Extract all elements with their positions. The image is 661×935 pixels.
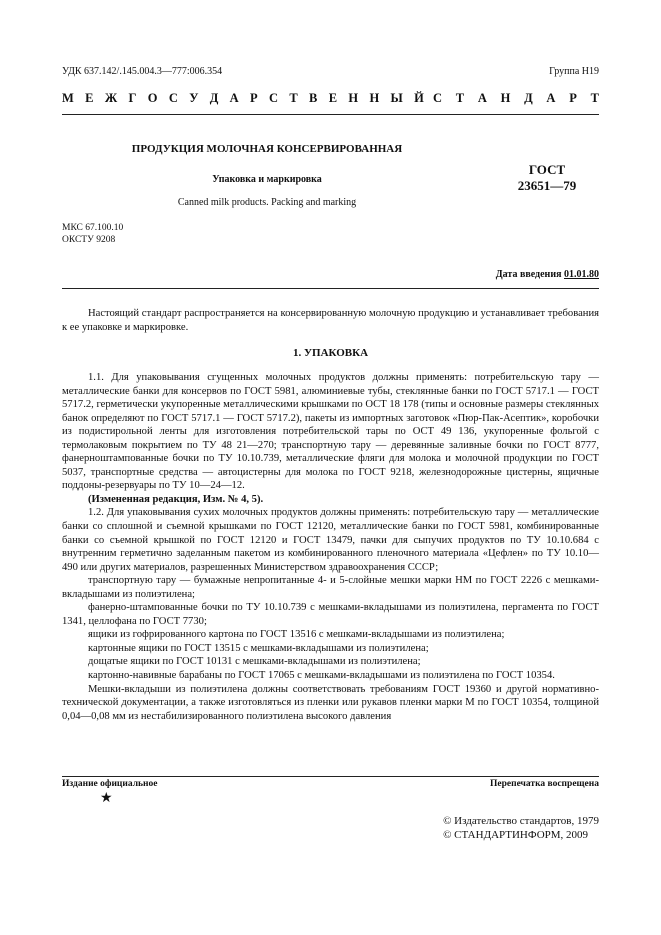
gost-label: ГОСТ (528, 162, 566, 177)
banner-letter: Т (590, 91, 599, 105)
intro-rule (62, 288, 599, 289)
amendment-note: (Измененная редакция, Изм. № 4, 5). (88, 493, 264, 505)
classification-codes (62, 222, 123, 246)
banner-letter: Е (328, 91, 338, 105)
banner-letter: Н (500, 91, 511, 105)
official-edition: Издание официальное (62, 779, 158, 789)
banner-letter: Ж (104, 91, 118, 105)
gost-number: 23651—79 (517, 178, 577, 193)
document-subtitle: Упаковка и маркировка (212, 174, 322, 185)
banner-letter: Р (250, 91, 258, 105)
copyright-block (443, 814, 599, 842)
header-rule (62, 114, 599, 115)
banner-letter: С (433, 91, 443, 105)
banner-letter: С (168, 91, 178, 105)
banner-letter: Й (414, 91, 424, 105)
intro-paragraph-block (62, 307, 599, 334)
paragraph-wooden-boxes: дощатые ящики по ГОСТ 10131 с мешками-вкладышами из полиэтилена; (88, 656, 421, 668)
section-body (62, 371, 599, 723)
paragraph-1-2: 1.2. Для упаковывания сухих молочных продуктов должны применять: потребительскую тару — металлические банки со сплошной и съемной крышками по ГОСТ 12120, металлические банки по ГОСТ 5981, комбинированные банки со съемной крышкой по ГОСТ 12120 и ГОСТ 13479, пачки для сыпучих продуктов по ТУ 10.10.684 с внутренним герметично заделанным пакетом из комбинированного пленочного материала «Цефлен» по ТУ 10.10—490 или других материалов, разрешенных Министерством здравоохранения СССР; (62, 507, 599, 573)
footer-rule (62, 776, 599, 777)
banner-letter: В (309, 91, 318, 105)
banner-letter: Е (85, 91, 94, 105)
reprint-prohibited: Перепечатка воспрещена (489, 779, 599, 789)
banner-letter: А (477, 91, 487, 105)
paragraph-drums: картонно-навивные барабаны по ГОСТ 17065 с мешками-вкладышами из полиэтилена по ГОСТ 10354. (88, 670, 555, 682)
okstu-code: ОКСТУ 9208 (62, 235, 116, 245)
gost-designation (492, 162, 602, 194)
banner-letter: А (229, 91, 239, 105)
banner-letter: Н (369, 91, 380, 105)
star-icon: ★ (100, 791, 113, 806)
copyright-1979: © Издательство стандартов, 1979 (443, 815, 599, 827)
mks-code: МКС 67.100.10 (62, 223, 124, 233)
paragraph-1-1: 1.1. Для упаковывания сгущенных молочных продуктов должны применять: потребительскую тару — металлические банки для консервов по ГОСТ 5981, алюминиевые тубы, стеклянные банки по ГОСТ 5717.1 — ГОСТ 5717.2, герметически укупоренные металлическими крышками по ОСТ 18 178 (типы и основные размеры стеклянных банок определяют по ГОСТ 5717.1 — ГОСТ 5717.2), пакеты из импортных заготовок «Пюр-Пак-Асептик», коробочки из подистирольной ленты для изготовления потребительской тары по ОСТ 49 136, укупоренные фольгой с термолаковым покрытием по ТУ 48 21—270; транспортную тару — деревянные заливные бочки по ГОСТ 8777, фанерноштампованные бочки по ТУ 10.10.739, металлические фляги для молока и молочной продукции по ГОСТ 5037, транспортные средства — автоцистерны для молока по ГОСТ 9218, железнодорожные цистерны, ящичные поддоны-резервуары по ТУ 10—24—12. (62, 372, 599, 492)
banner-letter: М (62, 91, 74, 105)
banner-word-1 (62, 91, 424, 106)
paragraph-plywood-barrels: фанерно-штампованные бочки по ТУ 10.10.739 с мешками-вкладышами из полиэтилена, пергамента по ГОСТ 1341, целлофана по ГОСТ 7730; (62, 602, 599, 627)
banner-letter: Г (128, 91, 137, 105)
udk-code: УДК 637.142/.145.004.3—777:006.354 (62, 66, 223, 77)
banner-word-2 (433, 91, 599, 106)
intro-date-label: Дата введения (495, 269, 562, 280)
paragraph-transport-tare: транспортную тару — бумажные непропитанные 4- и 5-слойные мешки марки НМ по ГОСТ 2226 с мешками-вкладышами из полиэтилена; (62, 575, 599, 600)
intro-date-value: 01.01.80 (564, 269, 599, 280)
banner-letter: О (147, 91, 158, 105)
banner-letter: Д (209, 91, 219, 105)
banner-letter: Н (348, 91, 359, 105)
banner-letter: Т (289, 91, 298, 105)
intro-paragraph: Настоящий стандарт распространяется на консервированную молочную продукцию и устанавливает требования к ее упаковке и маркировке. (62, 308, 599, 333)
introduction-date (496, 269, 599, 280)
banner-letter: У (189, 91, 199, 105)
banner-letter: С (269, 91, 279, 105)
banner-letter: Д (524, 91, 533, 105)
group-code: Группа Н19 (549, 66, 599, 77)
section-heading: 1. УПАКОВКА (292, 347, 369, 359)
banner-letter: Р (569, 91, 577, 105)
standard-banner (62, 91, 599, 106)
document-title: ПРОДУКЦИЯ МОЛОЧНАЯ КОНСЕРВИРОВАННАЯ (131, 143, 403, 155)
english-title: Canned milk products. Packing and marking (177, 197, 357, 208)
paragraph-liner-bags: Мешки-вкладыши из полиэтилена должны соответствовать требованиям ГОСТ 19360 и другой нормативно-технической документации, а также изготовляться из пленки или рукавов пленки марки М по ГОСТ 10354, толщиной 0,04—0,08 мм из нестабилизированного полиэтилена высокого давления (62, 683, 599, 722)
paragraph-corrugated-boxes: ящики из гофрированного картона по ГОСТ 13516 с мешками-вкладышами из полиэтилена; (88, 629, 505, 641)
paragraph-cardboard-boxes: картонные ящики по ГОСТ 13515 с мешками-вкладышами из полиэтилена; (88, 642, 429, 654)
banner-letter: Ы (390, 91, 403, 105)
banner-letter: А (546, 91, 556, 105)
banner-letter: Т (455, 91, 465, 105)
copyright-2009: © СТАНДАРТИНФОРМ, 2009 (443, 829, 589, 841)
